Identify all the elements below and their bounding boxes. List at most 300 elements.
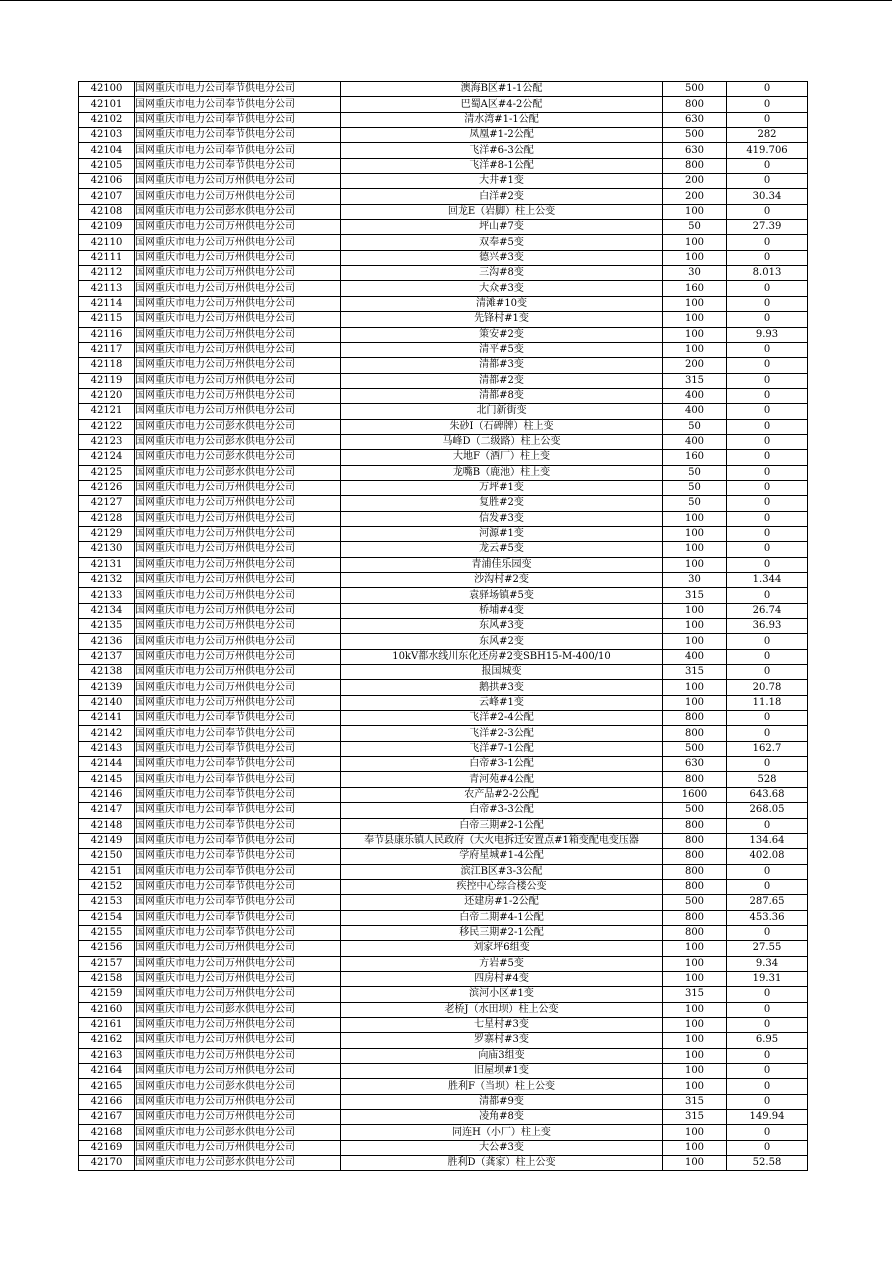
table-row <box>79 1002 808 1017</box>
value-cell: 0 <box>727 235 808 250</box>
station-name-cell: 滨河小区#1变 <box>341 987 663 1002</box>
row-id-cell: 42131 <box>79 557 135 572</box>
value-cell: 0 <box>727 526 808 541</box>
company-cell: 国网重庆市电力公司万州供电分公司 <box>135 971 341 986</box>
value-cell: 0 <box>727 112 808 127</box>
table-row <box>79 1094 808 1109</box>
station-name-cell: 凤凰#1-2公配 <box>341 128 663 143</box>
station-name-cell: 白洋#2变 <box>341 189 663 204</box>
row-id-cell: 42164 <box>79 1064 135 1079</box>
value-cell: 0 <box>727 373 808 388</box>
row-id-cell: 42110 <box>79 235 135 250</box>
row-id-cell: 42156 <box>79 941 135 956</box>
table-row <box>79 879 808 894</box>
station-name-cell: 方岩#5变 <box>341 956 663 971</box>
table-row <box>79 480 808 495</box>
table-row <box>79 250 808 265</box>
company-cell: 国网重庆市电力公司奉节供电分公司 <box>135 757 341 772</box>
capacity-cell: 200 <box>663 358 727 373</box>
table-row <box>79 818 808 833</box>
table-row <box>79 419 808 434</box>
capacity-cell: 100 <box>663 511 727 526</box>
row-id-cell: 42115 <box>79 312 135 327</box>
table-row <box>79 542 808 557</box>
value-cell: 0 <box>727 1064 808 1079</box>
table-row <box>79 526 808 541</box>
station-name-cell: 清平#5变 <box>341 342 663 357</box>
capacity-cell: 100 <box>663 1064 727 1079</box>
table-row <box>79 1017 808 1032</box>
station-name-cell: 龙嘴B（鹿池）柱上变 <box>341 465 663 480</box>
table-row <box>79 112 808 127</box>
company-cell: 国网重庆市电力公司万州供电分公司 <box>135 680 341 695</box>
value-cell: 0 <box>727 480 808 495</box>
value-cell: 0 <box>727 665 808 680</box>
table-row <box>79 1156 808 1171</box>
company-cell: 国网重庆市电力公司万州供电分公司 <box>135 1094 341 1109</box>
station-name-cell: 向庙3组变 <box>341 1048 663 1063</box>
value-cell: 0 <box>727 1125 808 1140</box>
company-cell: 国网重庆市电力公司万州供电分公司 <box>135 1033 341 1048</box>
company-cell: 国网重庆市电力公司彭水供电分公司 <box>135 419 341 434</box>
company-cell: 国网重庆市电力公司万州供电分公司 <box>135 342 341 357</box>
table-row <box>79 573 808 588</box>
station-name-cell: 东风#2变 <box>341 634 663 649</box>
value-cell: 27.39 <box>727 220 808 235</box>
row-id-cell: 42159 <box>79 987 135 1002</box>
value-cell: 36.93 <box>727 619 808 634</box>
capacity-cell: 800 <box>663 849 727 864</box>
table-row <box>79 649 808 664</box>
table-row <box>79 496 808 511</box>
capacity-cell: 50 <box>663 465 727 480</box>
table-row <box>79 266 808 281</box>
company-cell: 国网重庆市电力公司万州供电分公司 <box>135 174 341 189</box>
value-cell: 0 <box>727 649 808 664</box>
capacity-cell: 500 <box>663 82 727 97</box>
capacity-cell: 315 <box>663 1094 727 1109</box>
station-name-cell: 马峰D（二级路）柱上公变 <box>341 434 663 449</box>
table-row <box>79 97 808 112</box>
capacity-cell: 100 <box>663 1033 727 1048</box>
company-cell: 国网重庆市电力公司万州供电分公司 <box>135 281 341 296</box>
value-cell: 6.95 <box>727 1033 808 1048</box>
company-cell: 国网重庆市电力公司万州供电分公司 <box>135 296 341 311</box>
value-cell: 0 <box>727 296 808 311</box>
value-cell: 0 <box>727 404 808 419</box>
capacity-cell: 800 <box>663 833 727 848</box>
value-cell: 149.94 <box>727 1110 808 1125</box>
capacity-cell: 315 <box>663 588 727 603</box>
capacity-cell: 315 <box>663 665 727 680</box>
station-name-cell: 东风#3变 <box>341 619 663 634</box>
station-name-cell: 清都#9变 <box>341 1094 663 1109</box>
company-cell: 国网重庆市电力公司奉节供电分公司 <box>135 895 341 910</box>
station-name-cell: 坪山#7变 <box>341 220 663 235</box>
value-cell: 1.344 <box>727 573 808 588</box>
station-name-cell: 滨江B区#3-3公配 <box>341 864 663 879</box>
table-row <box>79 987 808 1002</box>
value-cell: 9.34 <box>727 956 808 971</box>
station-name-cell: 万坪#1变 <box>341 480 663 495</box>
station-name-cell: 凌角#8变 <box>341 1110 663 1125</box>
company-cell: 国网重庆市电力公司万州供电分公司 <box>135 327 341 342</box>
row-id-cell: 42150 <box>79 849 135 864</box>
station-name-cell: 三沟#8变 <box>341 266 663 281</box>
value-cell: 30.34 <box>727 189 808 204</box>
table-row <box>79 833 808 848</box>
capacity-cell: 100 <box>663 1079 727 1094</box>
company-cell: 国网重庆市电力公司万州供电分公司 <box>135 373 341 388</box>
company-cell: 国网重庆市电力公司奉节供电分公司 <box>135 833 341 848</box>
row-id-cell: 42121 <box>79 404 135 419</box>
station-name-cell: 澳海B区#1-1公配 <box>341 82 663 97</box>
station-name-cell: 刘家坪6组变 <box>341 941 663 956</box>
station-name-cell: 胜利D（龚家）柱上公变 <box>341 1156 663 1171</box>
station-name-cell: 还建房#1-2公配 <box>341 895 663 910</box>
station-name-cell: 大公#3变 <box>341 1140 663 1155</box>
station-name-cell: 云峰#1变 <box>341 695 663 710</box>
value-cell: 162.7 <box>727 741 808 756</box>
value-cell: 0 <box>727 358 808 373</box>
table-row <box>79 849 808 864</box>
table-row <box>79 864 808 879</box>
station-name-cell: 飞洋#2-4公配 <box>341 711 663 726</box>
table-row <box>79 665 808 680</box>
station-name-cell: 白帝二期#4-1公配 <box>341 910 663 925</box>
station-name-cell: 青河苑#4公配 <box>341 772 663 787</box>
row-id-cell: 42122 <box>79 419 135 434</box>
table-row <box>79 327 808 342</box>
capacity-cell: 160 <box>663 450 727 465</box>
station-name-cell: 青浦佳乐园变 <box>341 557 663 572</box>
company-cell: 国网重庆市电力公司奉节供电分公司 <box>135 849 341 864</box>
capacity-cell: 100 <box>663 956 727 971</box>
row-id-cell: 42105 <box>79 158 135 173</box>
row-id-cell: 42120 <box>79 388 135 403</box>
capacity-cell: 500 <box>663 895 727 910</box>
company-cell: 国网重庆市电力公司万州供电分公司 <box>135 526 341 541</box>
value-cell: 0 <box>727 925 808 940</box>
row-id-cell: 42100 <box>79 82 135 97</box>
value-cell: 0 <box>727 542 808 557</box>
row-id-cell: 42132 <box>79 573 135 588</box>
row-id-cell: 42142 <box>79 726 135 741</box>
table-row <box>79 312 808 327</box>
row-id-cell: 42101 <box>79 97 135 112</box>
table-row <box>79 1110 808 1125</box>
table-row <box>79 971 808 986</box>
station-name-cell: 德兴#3变 <box>341 250 663 265</box>
company-cell: 国网重庆市电力公司万州供电分公司 <box>135 695 341 710</box>
row-id-cell: 42128 <box>79 511 135 526</box>
capacity-cell: 100 <box>663 526 727 541</box>
value-cell: 0 <box>727 864 808 879</box>
capacity-cell: 800 <box>663 925 727 940</box>
company-cell: 国网重庆市电力公司奉节供电分公司 <box>135 864 341 879</box>
table-row <box>79 128 808 143</box>
row-id-cell: 42112 <box>79 266 135 281</box>
company-cell: 国网重庆市电力公司万州供电分公司 <box>135 480 341 495</box>
value-cell: 453.36 <box>727 910 808 925</box>
capacity-cell: 500 <box>663 803 727 818</box>
station-name-cell: 大井#1变 <box>341 174 663 189</box>
station-name-cell: 沙沟村#2变 <box>341 573 663 588</box>
capacity-cell: 100 <box>663 296 727 311</box>
row-id-cell: 42167 <box>79 1110 135 1125</box>
company-cell: 国网重庆市电力公司万州供电分公司 <box>135 987 341 1002</box>
company-cell: 国网重庆市电力公司万州供电分公司 <box>135 250 341 265</box>
capacity-cell: 800 <box>663 910 727 925</box>
capacity-cell: 800 <box>663 158 727 173</box>
value-cell: 0 <box>727 1140 808 1155</box>
company-cell: 国网重庆市电力公司万州供电分公司 <box>135 235 341 250</box>
row-id-cell: 42148 <box>79 818 135 833</box>
row-id-cell: 42136 <box>79 634 135 649</box>
station-name-cell: 移民三期#2-1公配 <box>341 925 663 940</box>
capacity-cell: 50 <box>663 496 727 511</box>
capacity-cell: 100 <box>663 1125 727 1140</box>
capacity-cell: 100 <box>663 235 727 250</box>
capacity-cell: 100 <box>663 327 727 342</box>
capacity-cell: 100 <box>663 941 727 956</box>
company-cell: 国网重庆市电力公司彭水供电分公司 <box>135 204 341 219</box>
capacity-cell: 800 <box>663 772 727 787</box>
value-cell: 0 <box>727 97 808 112</box>
table-row <box>79 1125 808 1140</box>
capacity-cell: 800 <box>663 711 727 726</box>
table-row <box>79 174 808 189</box>
row-id-cell: 42169 <box>79 1140 135 1155</box>
company-cell: 国网重庆市电力公司万州供电分公司 <box>135 634 341 649</box>
company-cell: 国网重庆市电力公司奉节供电分公司 <box>135 772 341 787</box>
value-cell: 0 <box>727 342 808 357</box>
capacity-cell: 100 <box>663 557 727 572</box>
company-cell: 国网重庆市电力公司奉节供电分公司 <box>135 910 341 925</box>
company-cell: 国网重庆市电力公司万州供电分公司 <box>135 496 341 511</box>
station-name-cell: 大众#3变 <box>341 281 663 296</box>
capacity-cell: 100 <box>663 1140 727 1155</box>
station-name-cell: 飞洋#8-1公配 <box>341 158 663 173</box>
station-name-cell: 回龙E（岩脚）柱上公变 <box>341 204 663 219</box>
company-cell: 国网重庆市电力公司万州供电分公司 <box>135 573 341 588</box>
table-row <box>79 757 808 772</box>
row-id-cell: 42147 <box>79 803 135 818</box>
table-row <box>79 634 808 649</box>
table-row <box>79 772 808 787</box>
value-cell: 9.93 <box>727 327 808 342</box>
table-row <box>79 281 808 296</box>
table-row <box>79 1140 808 1155</box>
company-cell: 国网重庆市电力公司奉节供电分公司 <box>135 787 341 802</box>
company-cell: 国网重庆市电力公司万州供电分公司 <box>135 1048 341 1063</box>
row-id-cell: 42118 <box>79 358 135 373</box>
table-row <box>79 941 808 956</box>
station-name-cell: 奉节县康乐镇人民政府（大火电拆迁安置点#1箱变配电变压器 <box>341 833 663 848</box>
table-row <box>79 158 808 173</box>
company-cell: 国网重庆市电力公司万州供电分公司 <box>135 557 341 572</box>
table-row <box>79 1048 808 1063</box>
company-cell: 国网重庆市电力公司奉节供电分公司 <box>135 879 341 894</box>
table-row <box>79 1064 808 1079</box>
row-id-cell: 42144 <box>79 757 135 772</box>
table-row <box>79 588 808 603</box>
station-name-cell: 10kV都水线川东化还房#2变SBH15-M-400/10 <box>341 649 663 664</box>
value-cell: 8.013 <box>727 266 808 281</box>
table-body <box>79 82 808 1171</box>
row-id-cell: 42126 <box>79 480 135 495</box>
value-cell: 0 <box>727 281 808 296</box>
row-id-cell: 42137 <box>79 649 135 664</box>
value-cell: 27.55 <box>727 941 808 956</box>
row-id-cell: 42135 <box>79 619 135 634</box>
row-id-cell: 42109 <box>79 220 135 235</box>
capacity-cell: 100 <box>663 342 727 357</box>
capacity-cell: 100 <box>663 250 727 265</box>
company-cell: 国网重庆市电力公司万州供电分公司 <box>135 941 341 956</box>
capacity-cell: 400 <box>663 434 727 449</box>
table-row <box>79 803 808 818</box>
table-row <box>79 603 808 618</box>
row-id-cell: 42102 <box>79 112 135 127</box>
table-row <box>79 404 808 419</box>
station-name-cell: 农产品#2-2公配 <box>341 787 663 802</box>
capacity-cell: 800 <box>663 879 727 894</box>
company-cell: 国网重庆市电力公司万州供电分公司 <box>135 665 341 680</box>
data-table <box>78 81 808 1171</box>
capacity-cell: 630 <box>663 757 727 772</box>
capacity-cell: 100 <box>663 603 727 618</box>
capacity-cell: 200 <box>663 174 727 189</box>
station-name-cell: 老桥J（水田坝）柱上公变 <box>341 1002 663 1017</box>
row-id-cell: 42163 <box>79 1048 135 1063</box>
station-name-cell: 清都#8变 <box>341 388 663 403</box>
value-cell: 0 <box>727 465 808 480</box>
capacity-cell: 100 <box>663 312 727 327</box>
row-id-cell: 42149 <box>79 833 135 848</box>
row-id-cell: 42123 <box>79 434 135 449</box>
capacity-cell: 50 <box>663 480 727 495</box>
row-id-cell: 42151 <box>79 864 135 879</box>
row-id-cell: 42108 <box>79 204 135 219</box>
value-cell: 0 <box>727 419 808 434</box>
company-cell: 国网重庆市电力公司万州供电分公司 <box>135 588 341 603</box>
row-id-cell: 42141 <box>79 711 135 726</box>
top-rule <box>0 0 892 1</box>
value-cell: 0 <box>727 711 808 726</box>
capacity-cell: 1600 <box>663 787 727 802</box>
value-cell: 0 <box>727 1079 808 1094</box>
company-cell: 国网重庆市电力公司奉节供电分公司 <box>135 711 341 726</box>
station-name-cell: 河源#1变 <box>341 526 663 541</box>
station-name-cell: 罗寨村#3变 <box>341 1033 663 1048</box>
station-name-cell: 信发#3变 <box>341 511 663 526</box>
station-name-cell: 桥埔#4变 <box>341 603 663 618</box>
table-row <box>79 910 808 925</box>
table-row <box>79 956 808 971</box>
row-id-cell: 42158 <box>79 971 135 986</box>
value-cell: 19.31 <box>727 971 808 986</box>
table-row <box>79 787 808 802</box>
station-name-cell: 飞洋#7-1公配 <box>341 741 663 756</box>
table-row <box>79 895 808 910</box>
company-cell: 国网重庆市电力公司万州供电分公司 <box>135 358 341 373</box>
row-id-cell: 42154 <box>79 910 135 925</box>
company-cell: 国网重庆市电力公司万州供电分公司 <box>135 189 341 204</box>
row-id-cell: 42166 <box>79 1094 135 1109</box>
company-cell: 国网重庆市电力公司奉节供电分公司 <box>135 741 341 756</box>
station-name-cell: 双奉#5变 <box>341 235 663 250</box>
table-row <box>79 373 808 388</box>
station-name-cell: 清都#3变 <box>341 358 663 373</box>
company-cell: 国网重庆市电力公司彭水供电分公司 <box>135 1079 341 1094</box>
row-id-cell: 42155 <box>79 925 135 940</box>
row-id-cell: 42133 <box>79 588 135 603</box>
table-row <box>79 741 808 756</box>
row-id-cell: 42117 <box>79 342 135 357</box>
table-row <box>79 342 808 357</box>
company-cell: 国网重庆市电力公司万州供电分公司 <box>135 1017 341 1032</box>
row-id-cell: 42119 <box>79 373 135 388</box>
row-id-cell: 42113 <box>79 281 135 296</box>
company-cell: 国网重庆市电力公司万州供电分公司 <box>135 603 341 618</box>
capacity-cell: 100 <box>663 619 727 634</box>
value-cell: 268.05 <box>727 803 808 818</box>
station-name-cell: 报国城变 <box>341 665 663 680</box>
station-name-cell: 白帝#3-1公配 <box>341 757 663 772</box>
company-cell: 国网重庆市电力公司彭水供电分公司 <box>135 1156 341 1171</box>
value-cell: 0 <box>727 1002 808 1017</box>
capacity-cell: 100 <box>663 1002 727 1017</box>
company-cell: 国网重庆市电力公司万州供电分公司 <box>135 388 341 403</box>
station-name-cell: 白帝三期#2-1公配 <box>341 818 663 833</box>
station-name-cell: 四房村#4变 <box>341 971 663 986</box>
row-id-cell: 42161 <box>79 1017 135 1032</box>
row-id-cell: 42124 <box>79 450 135 465</box>
table-row <box>79 220 808 235</box>
capacity-cell: 800 <box>663 864 727 879</box>
station-name-cell: 旧屋坝#1变 <box>341 1064 663 1079</box>
company-cell: 国网重庆市电力公司奉节供电分公司 <box>135 143 341 158</box>
row-id-cell: 42152 <box>79 879 135 894</box>
company-cell: 国网重庆市电力公司万州供电分公司 <box>135 619 341 634</box>
company-cell: 国网重庆市电力公司彭水供电分公司 <box>135 450 341 465</box>
capacity-cell: 50 <box>663 419 727 434</box>
company-cell: 国网重庆市电力公司万州供电分公司 <box>135 404 341 419</box>
value-cell: 643.68 <box>727 787 808 802</box>
company-cell: 国网重庆市电力公司万州供电分公司 <box>135 1140 341 1155</box>
station-name-cell: 鹅拱#3变 <box>341 680 663 695</box>
row-id-cell: 42114 <box>79 296 135 311</box>
table-row <box>79 557 808 572</box>
value-cell: 0 <box>727 511 808 526</box>
row-id-cell: 42125 <box>79 465 135 480</box>
row-id-cell: 42168 <box>79 1125 135 1140</box>
value-cell: 0 <box>727 204 808 219</box>
value-cell: 0 <box>727 250 808 265</box>
table-row <box>79 695 808 710</box>
table-row <box>79 189 808 204</box>
station-name-cell: 同连H（小厂）柱上变 <box>341 1125 663 1140</box>
row-id-cell: 42130 <box>79 542 135 557</box>
table-row <box>79 388 808 403</box>
company-cell: 国网重庆市电力公司彭水供电分公司 <box>135 465 341 480</box>
company-cell: 国网重庆市电力公司奉节供电分公司 <box>135 97 341 112</box>
station-name-cell: 胜利F（当坝）柱上公变 <box>341 1079 663 1094</box>
company-cell: 国网重庆市电力公司彭水供电分公司 <box>135 1125 341 1140</box>
capacity-cell: 630 <box>663 112 727 127</box>
station-name-cell: 七星村#3变 <box>341 1017 663 1032</box>
